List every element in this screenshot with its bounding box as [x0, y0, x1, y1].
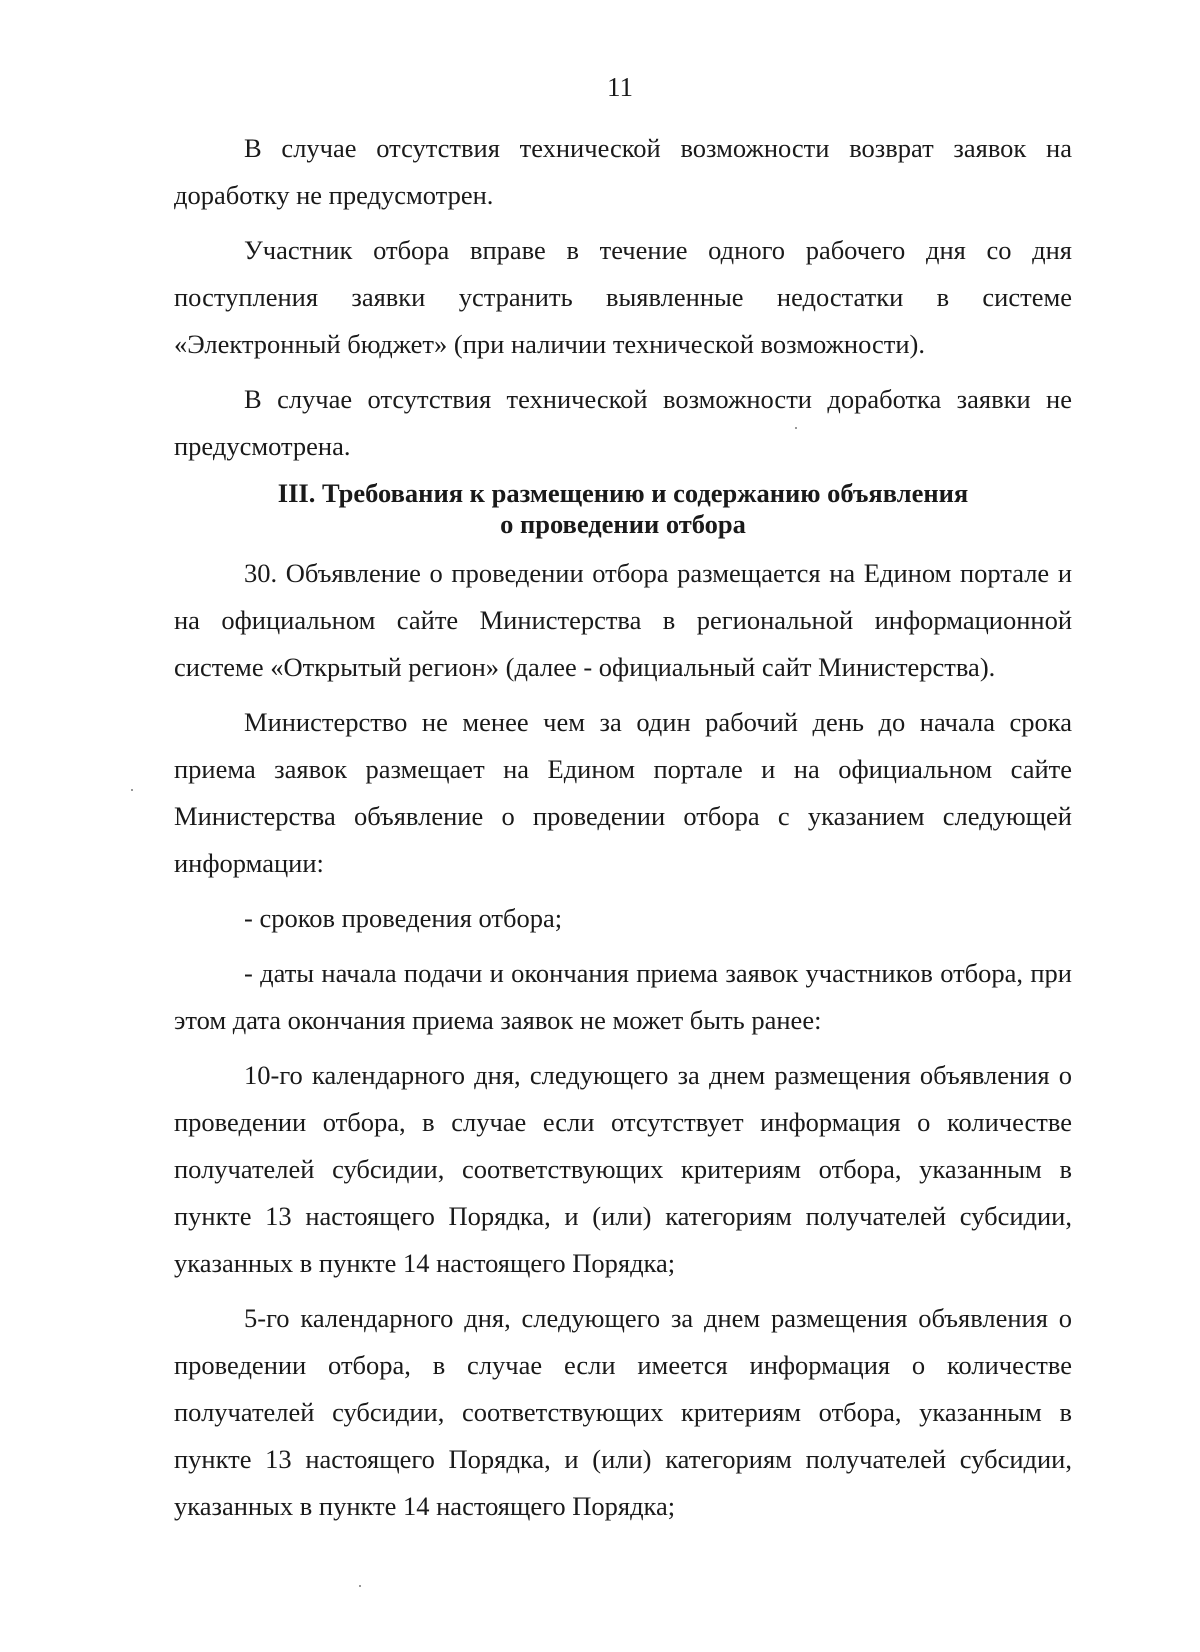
document-body	[174, 125, 1072, 1538]
section-heading	[174, 478, 1072, 540]
scan-speck	[131, 789, 133, 791]
paragraph: В случае отсутствия технической возможности возврат заявок на доработку не предусмотрен.	[174, 133, 1072, 210]
paragraph: 5-го календарного дня, следующего за днем размещения объявления о проведении отбора, в случае если имеется информация о количестве получателей субсидии, соответствующих критериям отбора, указанным в пункте 13 настоящего Порядка, и (или) категориям получателей субсидии, указанных в пункте 14 настоящего Порядка;	[174, 1303, 1072, 1521]
paragraph: 30. Объявление о проведении отбора размещается на Едином портале и на официальном сайте Министерства в региональной информационной системе «Открытый регион» (далее - официальный сайт Министерства).	[174, 558, 1072, 682]
page-number: 11	[607, 72, 633, 102]
paragraph: Министерство не менее чем за один рабочий день до начала срока приема заявок размещает на Едином портале и на официальном сайте Министерства объявление о проведении отбора с указанием следующей информации:	[174, 707, 1072, 878]
section-heading-line: о проведении отбора	[500, 509, 746, 539]
section-heading-line: III. Требования к размещению и содержанию объявления	[277, 478, 969, 508]
list-item: - даты начала подачи и окончания приема заявок участников отбора, при этом дата окончания приема заявок не может быть ранее:	[174, 958, 1072, 1035]
scan-speck	[359, 1585, 361, 1587]
paragraph: Участник отбора вправе в течение одного рабочего дня со дня поступления заявки устранить выявленные недостатки в системе «Электронный бюджет» (при наличии технической возможности).	[174, 235, 1072, 359]
scan-speck	[795, 427, 797, 429]
paragraph: 10-го календарного дня, следующего за днем размещения объявления о проведении отбора, в случае если отсутствует информация о количестве получателей субсидии, соответствующих критериям отбора, указанным в пункте 13 настоящего Порядка, и (или) категориям получателей субсидии, указанных в пункте 14 настоящего Порядка;	[174, 1060, 1072, 1278]
paragraph: В случае отсутствия технической возможности доработка заявки не предусмотрена.	[174, 384, 1072, 461]
list-item: - сроков проведения отбора;	[244, 903, 563, 933]
